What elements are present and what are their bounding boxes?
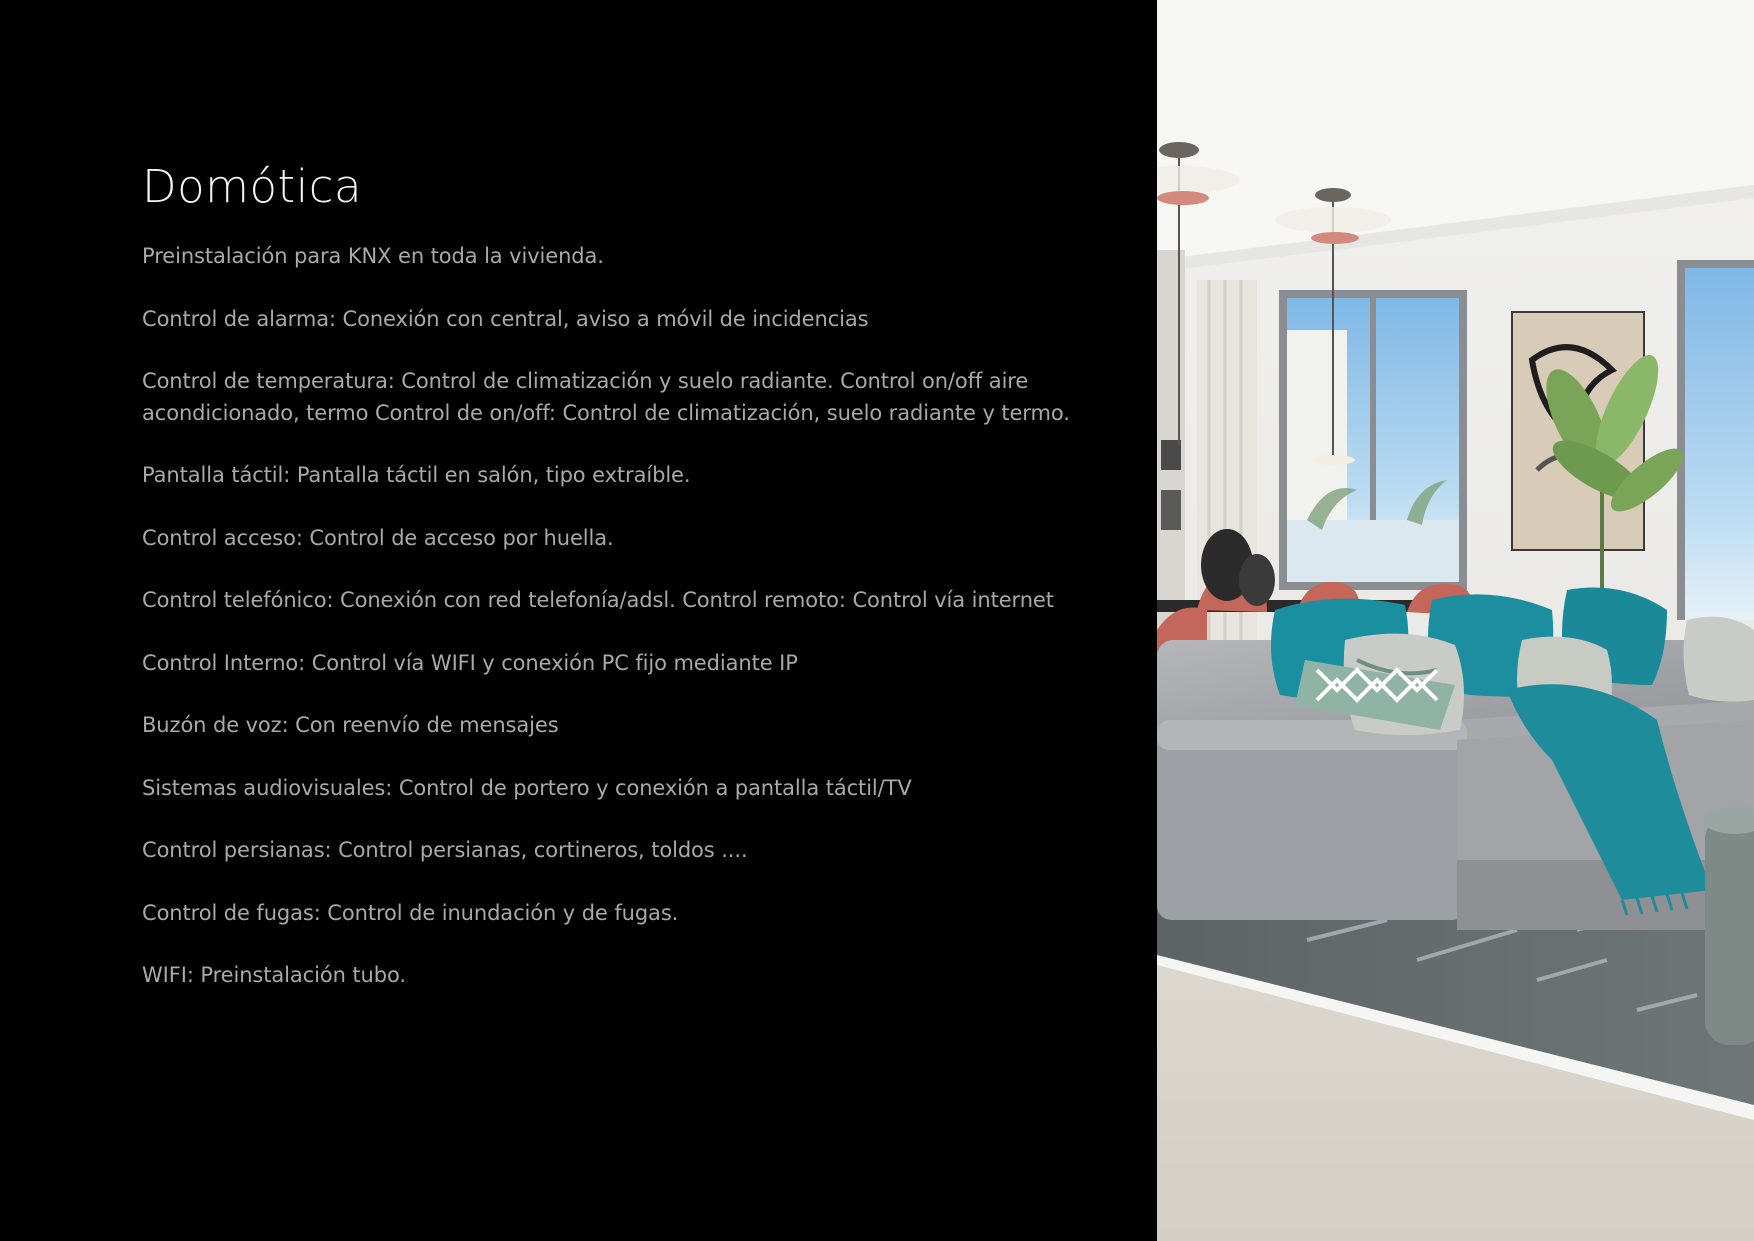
terrace bbox=[1287, 520, 1459, 582]
feature-item: Control persianas: Control persianas, cortineros, toldos .... bbox=[142, 838, 748, 862]
page-title: Domótica bbox=[142, 160, 363, 213]
feature-item: Control de fugas: Control de inundación y de fugas. bbox=[142, 900, 679, 925]
feature-item: Control de alarma: Conexión con central, aviso a móvil de incidencias bbox=[142, 306, 869, 331]
feature-item: Preinstalación para KNX en toda la vivienda. bbox=[142, 244, 604, 268]
feature-item: Control Interno: Control vía WIFI y conexión PC fijo mediante IP bbox=[142, 650, 798, 675]
lamp-shade bbox=[1159, 142, 1199, 158]
feature-item: WIFI: Preinstalación tubo. bbox=[142, 963, 406, 987]
feature-item: Pantalla táctil: Pantalla táctil en salón, tipo extraíble. bbox=[142, 463, 691, 487]
ottoman bbox=[1705, 815, 1754, 1045]
living-room-illustration bbox=[1157, 0, 1754, 1241]
feature-item: Sistemas audiovisuales: Control de portero y conexión a pantalla táctil/TV bbox=[142, 775, 912, 800]
living-room-photo bbox=[1157, 0, 1754, 1241]
lamp-disc-pink bbox=[1157, 191, 1209, 205]
feature-item: Control acceso: Control de acceso por huella. bbox=[142, 525, 614, 550]
feature-list bbox=[142, 241, 1082, 1023]
feature-item: Buzón de voz: Con reenvío de mensajes bbox=[142, 713, 559, 737]
window-sky-right bbox=[1685, 268, 1754, 620]
oven-lower bbox=[1161, 490, 1181, 530]
feature-item: Control de temperatura: Control de climatización y suelo radiante. Control on/off aire acondicionado, termo Control de on/off: Control de climatización, suelo radiante y termo. bbox=[142, 369, 1070, 425]
feature-item: Control telefónico: Conexión con red telefonía/adsl. Control remoto: Control vía internet bbox=[142, 588, 1054, 612]
